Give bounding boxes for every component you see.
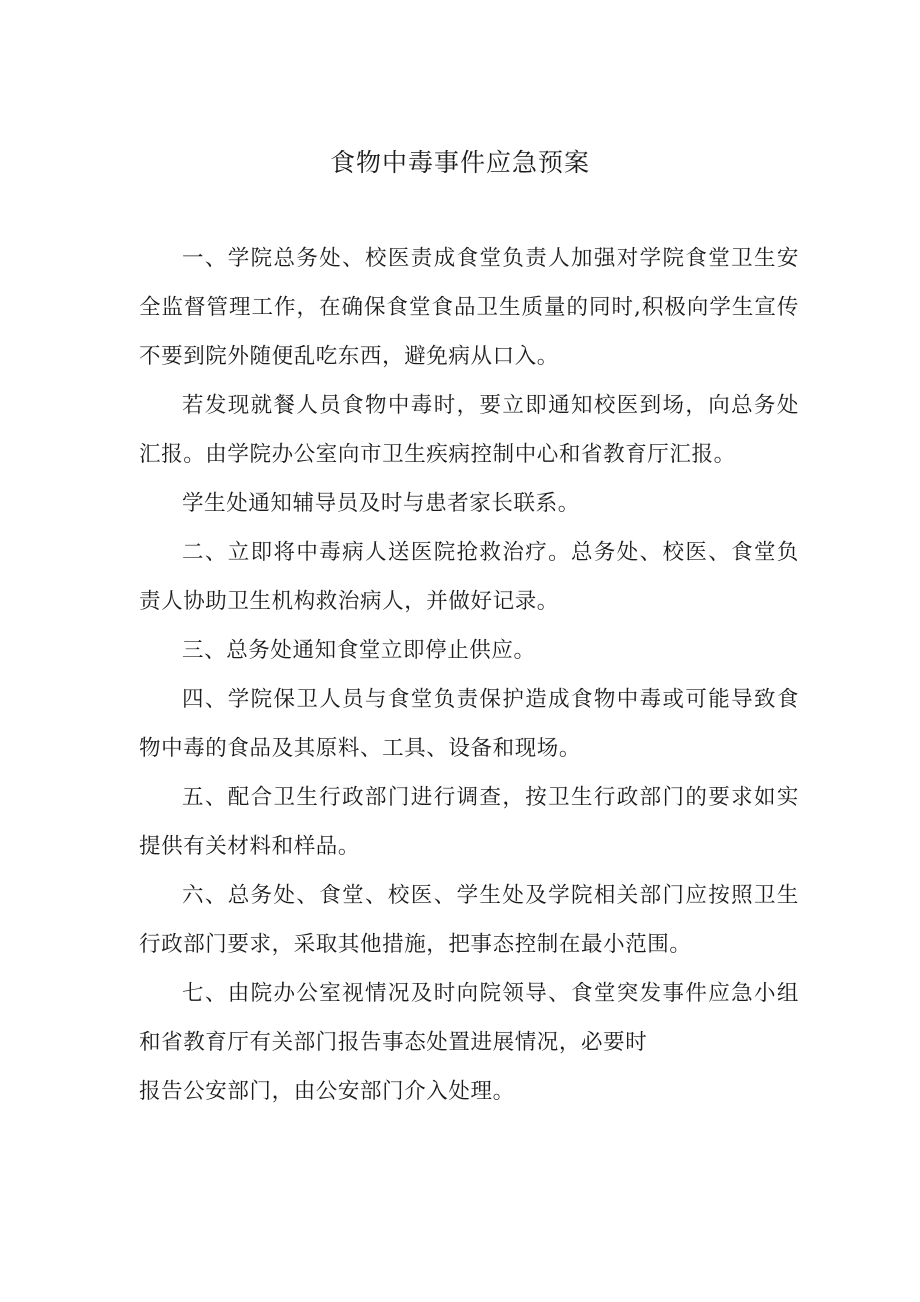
paragraph-9-line-1: 七、由院办公室视情况及时向院领导、食堂突发事件应急小组和省教育厅有关部门报告事态处置进展情况，必要时 [139,981,799,1055]
paragraph-9-line-2: 报告公安部门，由公安部门介入处理。 [139,1079,515,1104]
paragraph-6: 四、学院保卫人员与食堂负责保护造成食物中毒或可能导致食物中毒的食品及其原料、工具、设备和现场。 [139,687,799,761]
paragraph-4: 二、立即将中毒病人送医院抢救治疗。总务处、校医、食堂负责人协助卫生机构救治病人，并做好记录。 [139,540,799,614]
document-title: 食物中毒事件应急预案 [329,148,590,177]
paragraph-7: 五、配合卫生行政部门进行调查，按卫生行政部门的要求如实提供有关材料和样品。 [139,785,799,859]
document-body [139,234,799,1116]
paragraph-9 [139,969,799,1116]
paragraph-2: 若发现就餐人员食物中毒时，要立即通知校医到场，向总务处汇报。由学院办公室向市卫生疾病控制中心和省教育厅汇报。 [139,393,799,467]
paragraph-5: 三、总务处通知食堂立即停止供应。 [182,638,536,663]
paragraph-1: 一、学院总务处、校医责成食堂负责人加强对学院食堂卫生安全监督管理工作，在确保食堂食品卫生质量的同时,积极向学生宣传不要到院外随便乱吃东西，避免病从口入。 [139,246,799,369]
paragraph-8: 六、总务处、食堂、校医、学生处及学院相关部门应按照卫生行政部门要求，采取其他措施，把事态控制在最小范围。 [139,883,799,957]
paragraph-3: 学生处通知辅导员及时与患者家长联系。 [182,491,580,516]
